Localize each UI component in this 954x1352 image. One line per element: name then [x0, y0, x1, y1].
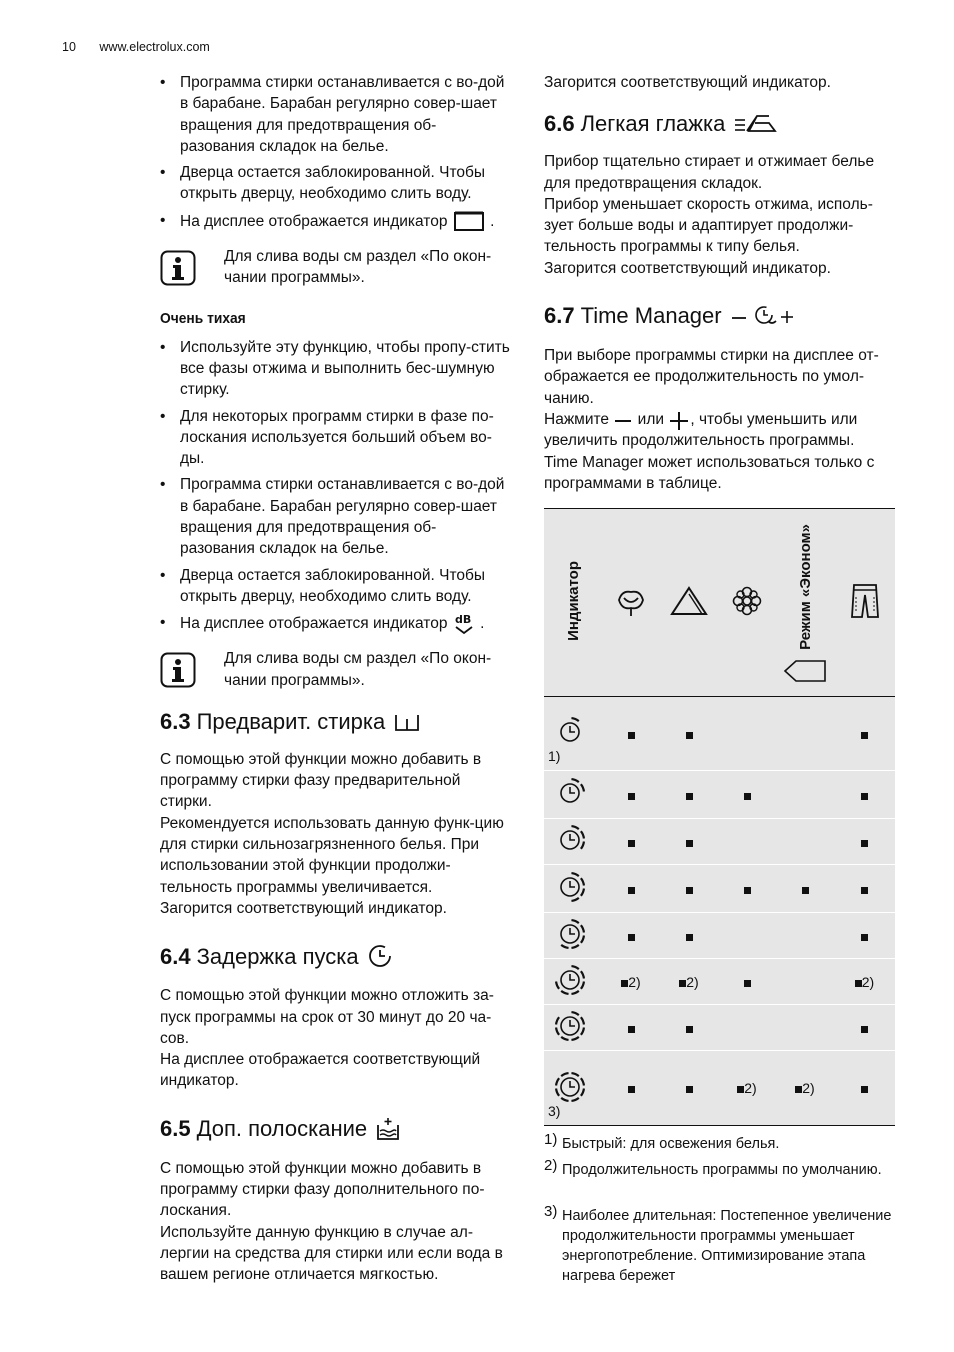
- table-cell: [602, 865, 660, 913]
- indicator-text: На дисплее отображается индикатор: [180, 212, 448, 230]
- footnote: [544, 1131, 896, 1154]
- time-manager-dial-icon: [552, 775, 588, 811]
- section-number: 6.6: [544, 110, 575, 136]
- footnote: [544, 1203, 896, 1286]
- table-cell: [602, 697, 660, 771]
- left-column: [160, 72, 510, 1285]
- bullet-marker: [628, 1026, 635, 1033]
- row-footnote-mark: 1): [548, 748, 561, 764]
- time-manager-dial-icon: [552, 962, 588, 998]
- table-cell: [834, 1051, 895, 1126]
- bullet-list-b: [160, 337, 510, 637]
- table-cell: [602, 1051, 660, 1126]
- indicator-text: На дисплее отображается индикатор: [180, 615, 448, 633]
- table-cell: [776, 913, 834, 959]
- section-number: 6.5: [160, 1116, 191, 1142]
- minus-icon: [613, 413, 633, 427]
- jeans-icon: [850, 583, 880, 619]
- easy-iron-icon: [733, 111, 777, 135]
- table-cell: [718, 697, 776, 771]
- bullet-marker: [686, 732, 693, 739]
- footnote: [544, 1157, 896, 1180]
- header-indicator: Индикатор: [564, 561, 582, 641]
- cell-footnote-mark: 2): [628, 973, 641, 990]
- paragraph: С помощью этой функции можно отложить за-пуск программы на срок от 30 минут до 20 ча-сов.: [160, 987, 494, 1047]
- footnote-mark: 1): [544, 1131, 558, 1148]
- note-text: Для слива воды см раздел «По окон-чании программы».: [224, 247, 492, 287]
- paragraph: Используйте данную функцию в случае ал-лергии на средства для стирки или если вода в вашем регионе отличается мягкостью.: [160, 1223, 503, 1284]
- page-number: 10: [62, 40, 76, 54]
- table-cell: [834, 819, 895, 865]
- bullet-marker: [686, 1026, 693, 1033]
- bullet-marker: [628, 793, 635, 800]
- delicates-flower-icon: [731, 585, 763, 617]
- indicator-cell: [544, 1051, 602, 1126]
- table-cell: [776, 771, 834, 819]
- paragraph: При выборе программы стирки на дисплее от-ображается ее продолжительность по умол-чанию.: [544, 347, 879, 407]
- note-text: Для слива воды см раздел «По окон-чании программы».: [224, 650, 492, 689]
- table-cell: [718, 819, 776, 865]
- section-heading-6-5: [160, 1116, 510, 1142]
- section-title: Time Manager: [580, 303, 722, 329]
- table-row: [544, 697, 895, 771]
- section-heading-6-3: [160, 711, 510, 733]
- header-synthetics: [660, 509, 718, 697]
- table-header-row: [544, 509, 895, 697]
- section-heading-6-7: [544, 303, 896, 329]
- table-cell: [602, 771, 660, 819]
- table-cell: [776, 865, 834, 913]
- bullet-marker: [744, 887, 751, 894]
- time-manager-dial-icon: [552, 714, 588, 750]
- drain-indicator-icon: [452, 210, 486, 234]
- table-cell: [602, 959, 660, 1005]
- paragraph: На дисплее отображается соответствующий индикатор.: [160, 1051, 481, 1090]
- time-manager-dial-icon: [552, 869, 588, 905]
- paragraph: Загорится соответствующий индикатор.: [544, 74, 831, 91]
- section-heading-6-6: [544, 111, 896, 135]
- bullet-marker: [744, 980, 751, 987]
- info-note: [160, 246, 510, 289]
- table-row: [544, 913, 895, 959]
- header-jeans: [834, 509, 895, 697]
- list-item: • Дверца остается заблокированной. Чтобы открыть дверцу, необходимо слить воду.: [160, 162, 510, 205]
- bullet-marker: [861, 934, 868, 941]
- section-number: 6.4: [160, 943, 191, 969]
- subheading-quiet: Очень тихая: [160, 310, 246, 328]
- table-cell: [602, 913, 660, 959]
- table-cell: [602, 1005, 660, 1051]
- bullet-marker: [628, 732, 635, 739]
- table-cell: [776, 1051, 834, 1126]
- table-cell: [834, 697, 895, 771]
- list-item: • На дисплее отображается индикатор .: [160, 210, 510, 234]
- info-icon: [160, 250, 196, 286]
- cotton-icon: [614, 584, 648, 618]
- table-cell: [718, 771, 776, 819]
- press-text: Нажмите: [544, 410, 610, 428]
- list-item: • Для некоторых программ стирки в фазе по-лоскания используется больший объем во-ды.: [160, 406, 510, 470]
- list-item: • Программа стирки останавливается с во-дой в барабане. Барабан регулярно совер-шает вращения для предотвращения об-разования складок на белье.: [160, 474, 510, 559]
- table-cell: [834, 1005, 895, 1051]
- table-cell: [834, 865, 895, 913]
- right-column: [544, 72, 896, 494]
- table-cell: [602, 819, 660, 865]
- paragraph: Рекомендуется использовать данную функ-цию для стирки сильнозагрязненного белья. При использовании этой функции продолжи-тельность программы увеличивается.: [160, 814, 504, 896]
- cell-footnote-mark: 2): [686, 973, 699, 990]
- time-manager-icon: [730, 303, 796, 329]
- list-item: • Используйте эту функцию, чтобы пропу-стить все фазы отжима и выполнить бес-шумную стирку.: [160, 337, 510, 401]
- plus-icon: [668, 410, 690, 430]
- time-manager-dial-icon: [552, 916, 588, 952]
- table-cell: [776, 1005, 834, 1051]
- page-header: [62, 40, 210, 54]
- footnote-mark: 2): [544, 1157, 558, 1174]
- table-row: [544, 1051, 895, 1126]
- bullet-marker: [861, 793, 868, 800]
- section-title: Доп. полоскание: [196, 1116, 368, 1142]
- list-item: • Программа стирки останавливается с во-дой в барабане. Барабан регулярно совер-шает вращения для предотвращения об-разования складок на белье.: [160, 72, 510, 157]
- table-cell: [718, 865, 776, 913]
- table-row: [544, 819, 895, 865]
- cell-footnote-mark: 2): [861, 973, 875, 990]
- table-cell: [660, 1005, 718, 1051]
- table-cell: [718, 913, 776, 959]
- paragraph: Загорится соответствующий индикатор.: [160, 899, 447, 917]
- quiet-db-icon: [452, 612, 476, 636]
- indicator-cell: [544, 913, 602, 959]
- bullet-marker: [628, 1086, 635, 1093]
- paragraph: Прибор тщательно стирает и отжимает белье для предотвращения складок.: [544, 153, 875, 192]
- table-cell: [834, 771, 895, 819]
- table-cell: [660, 771, 718, 819]
- footnote-text: Наиболее длительная: Постепенное увеличение продолжительности программы уменьшает энергопотребление. Оптимизирование этапа нагрева бережет: [562, 1208, 892, 1284]
- section-number: 6.7: [544, 303, 575, 329]
- delay-start-icon: [367, 943, 393, 969]
- table-cell: [718, 1051, 776, 1126]
- header-eco: Режим «Эконом»: [776, 509, 834, 697]
- header-cotton: [602, 509, 660, 697]
- bullet-marker: [686, 840, 693, 847]
- table-row: [544, 865, 895, 913]
- bullet-marker: [861, 840, 868, 847]
- cell-footnote-mark: 2): [744, 1080, 757, 1096]
- press-text-end: , чтобы уменьшить или увеличить продолжительность программы.: [544, 410, 858, 450]
- prewash-icon: [393, 711, 421, 733]
- synthetics-icon: [669, 584, 709, 618]
- or-text: или: [637, 410, 665, 428]
- cell-footnote-mark: 2): [802, 1080, 815, 1096]
- row-footnote-mark: 3): [548, 1103, 561, 1119]
- bullet-marker: [861, 887, 868, 894]
- bullet-marker: [686, 887, 693, 894]
- paragraph: С помощью этой функции можно добавить в программу стирки фазу предварительной стирки.: [160, 750, 482, 811]
- list-item: • На дисплее отображается индикатор dB .: [160, 612, 510, 636]
- paragraph: Прибор уменьшает скорость отжима, исполь-зует больше воды и адаптирует продолжи-тельность программы к типу белья.: [544, 195, 873, 256]
- bullet-marker: [861, 732, 868, 739]
- eco-tag-icon: [783, 659, 827, 683]
- time-manager-dial-icon: [552, 822, 588, 858]
- header-delicates: [718, 509, 776, 697]
- bullet-marker: [628, 887, 635, 894]
- indicator-cell: [544, 697, 602, 771]
- site-url: www.electrolux.com: [99, 40, 210, 54]
- section-title: Легкая глажка: [580, 110, 726, 136]
- bullet-marker: [686, 934, 693, 941]
- table-row: [544, 959, 895, 1005]
- table-cell: [718, 1005, 776, 1051]
- svg-text:dB: dB: [454, 613, 472, 627]
- table-cell: [776, 697, 834, 771]
- section-title: Задержка пуска: [196, 943, 359, 969]
- footnote-text: Продолжительность программы по умолчанию.: [562, 1162, 882, 1178]
- table-cell: [834, 959, 895, 1005]
- bullet-marker: [861, 1026, 868, 1033]
- table-row: [544, 1005, 895, 1051]
- bullet-marker: [628, 840, 635, 847]
- footnote-text: Быстрый: для освежения белья.: [562, 1136, 780, 1152]
- paragraph: Time Manager может использоваться только с программами в таблице.: [544, 453, 875, 492]
- bullet-marker: [855, 980, 862, 987]
- section-number: 6.3: [160, 709, 191, 735]
- table-cell: [660, 697, 718, 771]
- table-cell: [660, 959, 718, 1005]
- footnote-mark: 3): [544, 1203, 558, 1220]
- indicator-cell: [544, 819, 602, 865]
- paragraph: С помощью этой функции можно добавить в программу стирки фазу дополнительного по-лоскания.: [160, 1159, 485, 1220]
- indicator-cell: [544, 959, 602, 1005]
- time-manager-table: [544, 508, 895, 1126]
- table-cell: [718, 959, 776, 1005]
- list-item: • Дверца остается заблокированной. Чтобы открыть дверцу, необходимо слить воду.: [160, 565, 510, 608]
- table-cell: [660, 865, 718, 913]
- table-cell: [834, 913, 895, 959]
- table-cell: [660, 819, 718, 865]
- time-manager-dial-icon: [552, 1069, 588, 1105]
- indicator-cell: [544, 1005, 602, 1051]
- bullet-marker: [861, 1086, 868, 1093]
- bullet-list-a: [160, 72, 510, 234]
- table-row: [544, 771, 895, 819]
- section-heading-6-4: [160, 943, 510, 969]
- indicator-cell: [544, 865, 602, 913]
- extra-rinse-icon: [375, 1116, 401, 1142]
- info-note: [160, 648, 510, 691]
- time-manager-dial-icon: [552, 1008, 588, 1044]
- paragraph: [544, 409, 896, 452]
- bullet-marker: [686, 793, 693, 800]
- table-cell: [776, 959, 834, 1005]
- table-cell: [776, 819, 834, 865]
- table-cell: [660, 913, 718, 959]
- info-icon: [160, 652, 196, 688]
- section-title: Предварит. стирка: [196, 709, 386, 735]
- bullet-marker: [628, 934, 635, 941]
- bullet-marker: [802, 887, 809, 894]
- bullet-marker: [744, 793, 751, 800]
- bullet-marker: [686, 1086, 693, 1093]
- paragraph: Загорится соответствующий индикатор.: [544, 259, 831, 277]
- table-cell: [660, 1051, 718, 1126]
- indicator-cell: [544, 771, 602, 819]
